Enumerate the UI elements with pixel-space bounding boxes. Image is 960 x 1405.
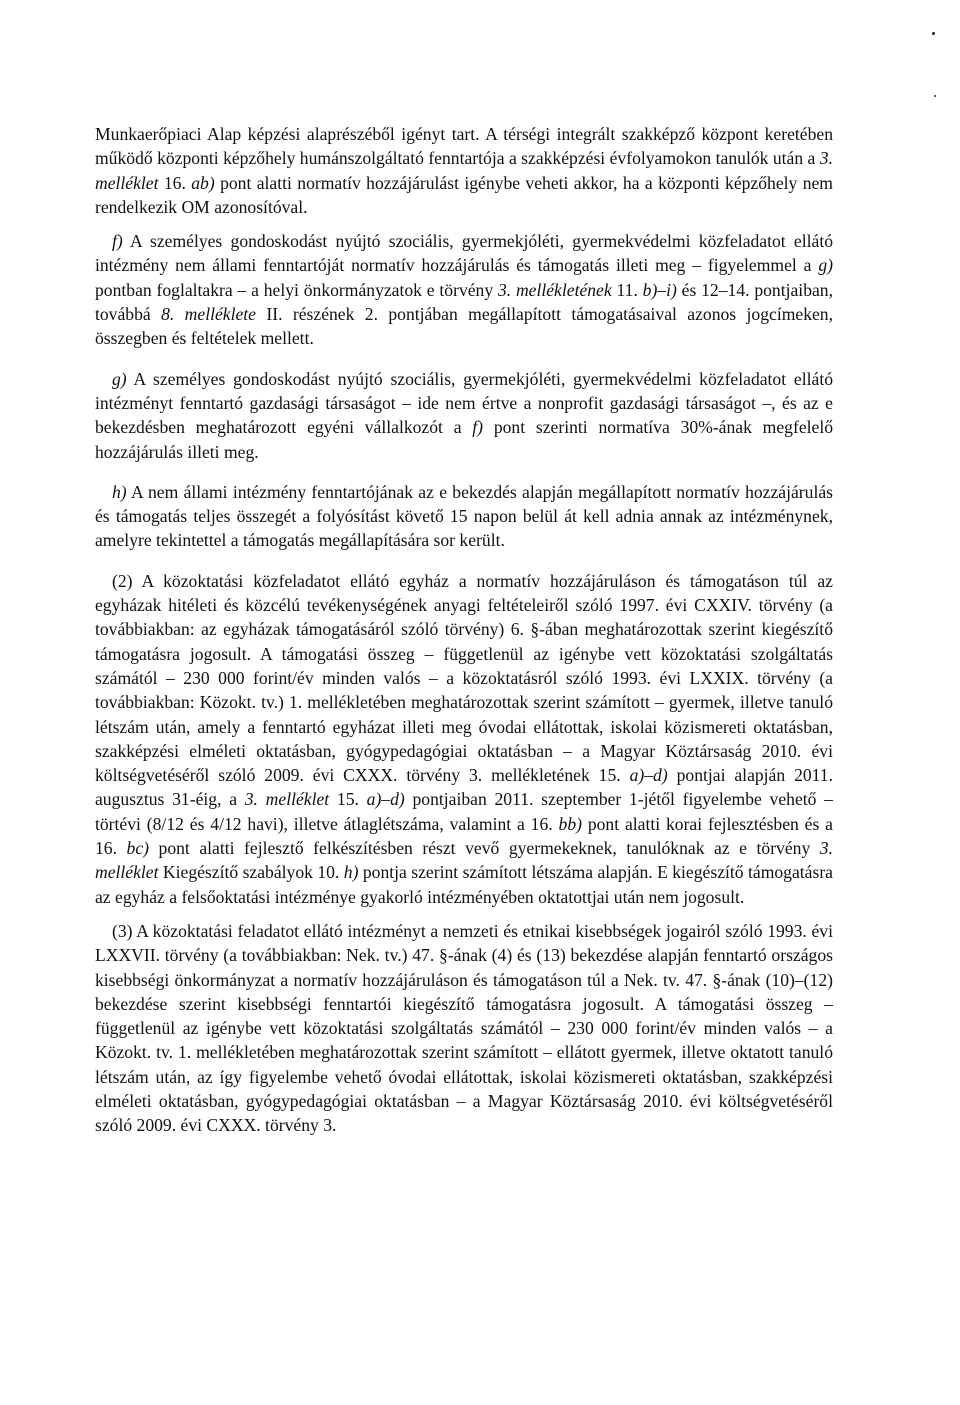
text-run: 11.: [611, 279, 643, 300]
italic-reference: bc): [126, 838, 149, 859]
italic-reference: a)–d): [629, 765, 668, 786]
text-run: Kiegészítő szabályok 10.: [158, 862, 344, 883]
italic-reference: 3. melléklet: [95, 148, 833, 193]
text-run: II. részének 2. pontjában megállapított támogatásaival azonos jogcímeken, összegben és feltételek mellett.: [95, 304, 834, 349]
paragraph-3: [95, 919, 833, 1138]
paragraph-h: [95, 480, 833, 553]
paragraph-2: [95, 569, 833, 909]
text-run: A személyes gondoskodást nyújtó szociális, gyermekjóléti, gyermekvédelmi közfeladatot ellátó intézmény nem állami fenntartóját normatív hozzájárulás és támogatás illeti meg – figyelemmel a: [95, 231, 833, 276]
italic-reference: b)–i): [642, 279, 677, 300]
text-run: pont szerinti normatíva 30%-ának megfelelő hozzájárulás illeti meg.: [95, 417, 834, 462]
paragraph-continuation: [95, 122, 833, 219]
text-run: és 12–14. pontjaiban, továbbá: [95, 279, 834, 325]
text-run: Munkaerőpiaci Alap képzési alaprészéből igényt tart. A térségi integrált szakképző központ keretében működő központi képzőhely humánszolgáltató fenntartója a szakképzési évfolyamokon tanulók után a: [95, 124, 833, 169]
text-run: pont alatti fejlesztő felkészítésben részt vevő gyermekeknek, tanulóknak az e törvény: [149, 838, 820, 859]
italic-reference: 3. melléklet: [244, 789, 330, 810]
text-run: A személyes gondoskodást nyújtó szociális, gyermekjóléti, gyermekvédelmi közfeladatot ellátó intézményt fenntartó gazdasági társaságot – ide nem értve a nonprofit gazdasági társaságot –, és az e bekezdésben meghatározott egyéni vállalkozót a: [95, 368, 833, 438]
italic-reference: f): [112, 231, 123, 252]
italic-reference: 3. melléklet: [95, 838, 833, 883]
italic-reference: 3. mellékletének: [497, 279, 612, 300]
italic-reference: bb): [558, 813, 582, 834]
italic-reference: 8. melléklete: [161, 304, 256, 325]
text-run: 15.: [329, 789, 367, 810]
text-run: pontjaiban 2011. szeptember 1-jétől figyelembe vehető – törtévi (8/12 és 4/12 havi), illetve átlaglétszáma, valamint a 16.: [95, 789, 833, 834]
italic-reference: f): [472, 417, 484, 438]
italic-reference: a)–d): [366, 789, 405, 810]
body-text: [95, 122, 833, 1138]
text-run: pont alatti normatív hozzájárulást igénybe veheti akkor, ha a központi képzőhely nem rendelkezik OM azonosítóval.: [95, 172, 833, 217]
paragraph-f: [95, 229, 833, 350]
text-run: 16.: [158, 172, 192, 193]
italic-reference: h): [343, 862, 359, 883]
text-run: (2) A közoktatási közfeladatot ellátó egyház a normatív hozzájáruláson és támogatáson túl az egyházak hitéleti és közcélú tevékenységének anyagi feltételeiről szóló 1997. évi CXXIV. törvény (a továbbiakban: az egyházak támogatásáról szóló törvény) 6. §-ában meghatározottak szerint kiegészítő támogatásra jogosult. A támogatási összeg – függetlenül az igénybe vett közoktatási szolgáltatás számától – 230 000 forint/év minden valós – a közoktatásról szóló 1993. évi LXXIX. törvény (a továbbiakban: Közokt. tv.) 1. mellékletében meghatározottak szerint számított – gyermek, illetve tanuló létszám után, amely a fenntartó egyházat illeti meg óvodai ellátottak, iskolai közismereti oktatásban, szakképzési elméleti oktatásban, gyógypedagógiai oktatásban – a Magyar Köztársaság 2010. évi költségvetéséről szóló 2009. évi CXXX. törvény 3. mellékletének 15.: [95, 570, 833, 786]
scan-speck: [934, 95, 936, 97]
italic-reference: g): [818, 255, 833, 276]
text-run: pont alatti korai fejlesztésben és a 16.: [95, 813, 833, 859]
text-run: A nem állami intézmény fenntartójának az e bekezdés alapján megállapított normatív hozzájárulás és támogatás teljes összegét a folyósítást követő 15 napon belül át kell adnia annak az intézménynek, amelyre tekintettel a támogatás megállapítására sor került.: [95, 481, 833, 551]
italic-reference: h): [112, 481, 127, 502]
text-run: pontja szerint számított létszáma alapján. E kiegészítő támogatásra az egyház a felsőoktatási intézménye gyakorló intézményében oktatottjai után nem jogosult.: [95, 862, 833, 907]
text-run: pontban foglaltakra – a helyi önkormányzatok e törvény: [95, 279, 498, 300]
paragraph-g: [95, 367, 833, 464]
text-run: (3) A közoktatási feladatot ellátó intézményt a nemzeti és etnikai kisebbségek jogairól szóló 1993. évi LXXVII. törvény (a továbbiakban: Nek. tv.) 47. §-ának (4) és (13) bekezdése alapján fenntartó országos kisebbségi önkormányzat a normatív hozzájáruláson és támogatáson túl a Nek. tv. 47. §-ának (10)–(12) bekezdése szerint kisebbségi fenntartói kiegészítő támogatásra jogosult. A támogatási összeg – függetlenül az igénybe vett közoktatási szolgáltatás számától – 230 000 forint/év minden valós – a Közokt. tv. 1. mellékletében meghatározottak szerint számított – ellátott gyermek, illetve oktatott tanuló létszám után, az így figyelembe vehető óvodai ellátottak, iskolai közismereti oktatásban, szakképzési elméleti oktatásban, gyógypedagógiai oktatásban – a Magyar Köztársaság 2010. évi költségvetéséről szóló 2009. évi CXXX. törvény 3.: [95, 920, 833, 1136]
text-run: pontjai alapján 2011. augusztus 31-éig, a: [95, 765, 834, 810]
scan-speck: [932, 32, 935, 35]
italic-reference: ab): [191, 172, 215, 193]
italic-reference: g): [112, 368, 127, 389]
